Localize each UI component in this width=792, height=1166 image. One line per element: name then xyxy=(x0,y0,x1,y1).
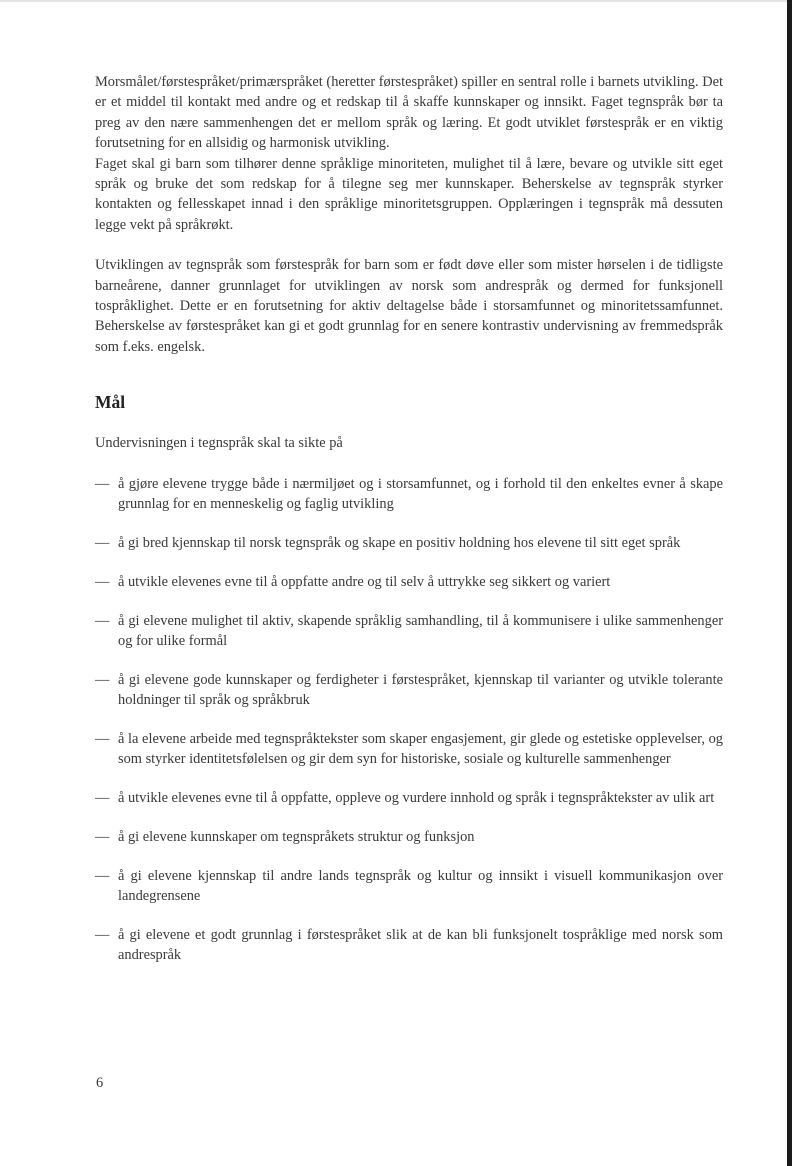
page-number: 6 xyxy=(96,1075,104,1091)
intro-paragraph-1: Morsmålet/førstespråket/primærspråket (heretter førstespråket) spiller en sentral rolle i barnets utvikling. Det er et middel til kontakt med andre og et redskap til å skaffe kunnskaper og innsikt. Faget tegnspråk bør ta preg av den nære sammenhengen det er mellom språk og læring. Et godt utviklet førstespråk er en viktig forutsetning for en allsidig og harmonisk utvikling. xyxy=(95,74,723,152)
goal-text: å la elevene arbeide med tegnspråktekster som skaper engasjement, gir glede og estetiske opplevelser, og som styrker identitetsfølelsen og gir dem syn for historiske, sosiale og kulturelle sammenhenger xyxy=(118,730,723,767)
dash-bullet: — xyxy=(95,867,110,884)
list-item xyxy=(95,533,723,553)
dash-bullet: — xyxy=(95,475,110,492)
list-item xyxy=(95,866,723,906)
top-scan-edge xyxy=(0,0,792,2)
page-body xyxy=(95,72,723,984)
goal-text: å gi elevene kunnskaper om tegnspråkets struktur og funksjon xyxy=(118,828,475,845)
list-item xyxy=(95,474,723,514)
goal-text: å gi elevene et godt grunnlag i førstespråket slik at de kan bli funksjonelt tospråklige med norsk som andrespråk xyxy=(118,926,723,963)
section-intro: Undervisningen i tegnspråk skal ta sikte på xyxy=(95,435,343,452)
dash-bullet: — xyxy=(95,926,110,943)
dash-bullet: — xyxy=(95,730,110,747)
goal-text: å gi elevene mulighet til aktiv, skapende språklig samhandling, til å kommunisere i ulike sammenhenger og for ulike formål xyxy=(118,612,723,649)
intro-paragraph-3: Utviklingen av tegnspråk som førstespråk for barn som er født døve eller som mister hørselen i de tidligste barneårene, danner grunnlaget for utviklingen av norsk som andrespråk og dermed for funksjonell tospråklighet. Dette er en forutsetning for aktiv deltagelse både i storsamfunnet og minoritetssamfunnet. Beherskelse av førstespråket kan gi et godt grunnlag for en senere kontrastiv undervisning av fremmedspråk som f.eks. engelsk. xyxy=(95,257,723,355)
goal-text: å gi elevene kjennskap til andre lands tegnspråk og kultur og innsikt i visuell kommunikasjon over landegrensene xyxy=(118,867,723,904)
right-scan-edge xyxy=(787,0,792,1166)
dash-bullet: — xyxy=(95,828,110,845)
goal-text: å utvikle elevenes evne til å oppfatte, oppleve og vurdere innhold og språk i tegnspråktekster av ulik art xyxy=(118,789,715,806)
list-item xyxy=(95,827,723,847)
intro-paragraph-2: Faget skal gi barn som tilhører denne språklige minoriteten, mulighet til å lære, bevare og utvikle sitt eget språk og bruke det som redskap for å tilegne seg mer kunnskaper. Beherskelse av tegnspråk styrker kontakten og fellesskapet innad i den språklige minoritetsgruppen. Opplæringen i tegnspråk må dessuten legge vekt på språkrøkt. xyxy=(95,155,723,233)
dash-bullet: — xyxy=(95,612,110,629)
list-item xyxy=(95,925,723,965)
goals-list xyxy=(95,474,723,965)
dash-bullet: — xyxy=(95,789,110,806)
dash-bullet: — xyxy=(95,534,110,551)
goal-text: å utvikle elevenes evne til å oppfatte andre og til selv å uttrykke seg sikkert og variert xyxy=(118,573,611,590)
list-item xyxy=(95,670,723,710)
list-item xyxy=(95,572,723,592)
goal-text: å gi bred kjennskap til norsk tegnspråk og skape en positiv holdning hos elevene til sitt eget språk xyxy=(118,534,681,551)
dash-bullet: — xyxy=(95,671,110,688)
list-item xyxy=(95,788,723,808)
goal-text: å gi elevene gode kunnskaper og ferdigheter i førstespråket, kjennskap til varianter og utvikle tolerante holdninger til språk og språkbruk xyxy=(118,671,723,708)
list-item xyxy=(95,729,723,769)
goal-text: å gjøre elevene trygge både i nærmiljøet og i storsamfunnet, og i forhold til den enkeltes evner å skape grunnlag for en menneskelig og faglig utvikling xyxy=(118,475,723,512)
section-heading: Mål xyxy=(95,392,126,413)
dash-bullet: — xyxy=(95,573,110,590)
list-item xyxy=(95,611,723,651)
